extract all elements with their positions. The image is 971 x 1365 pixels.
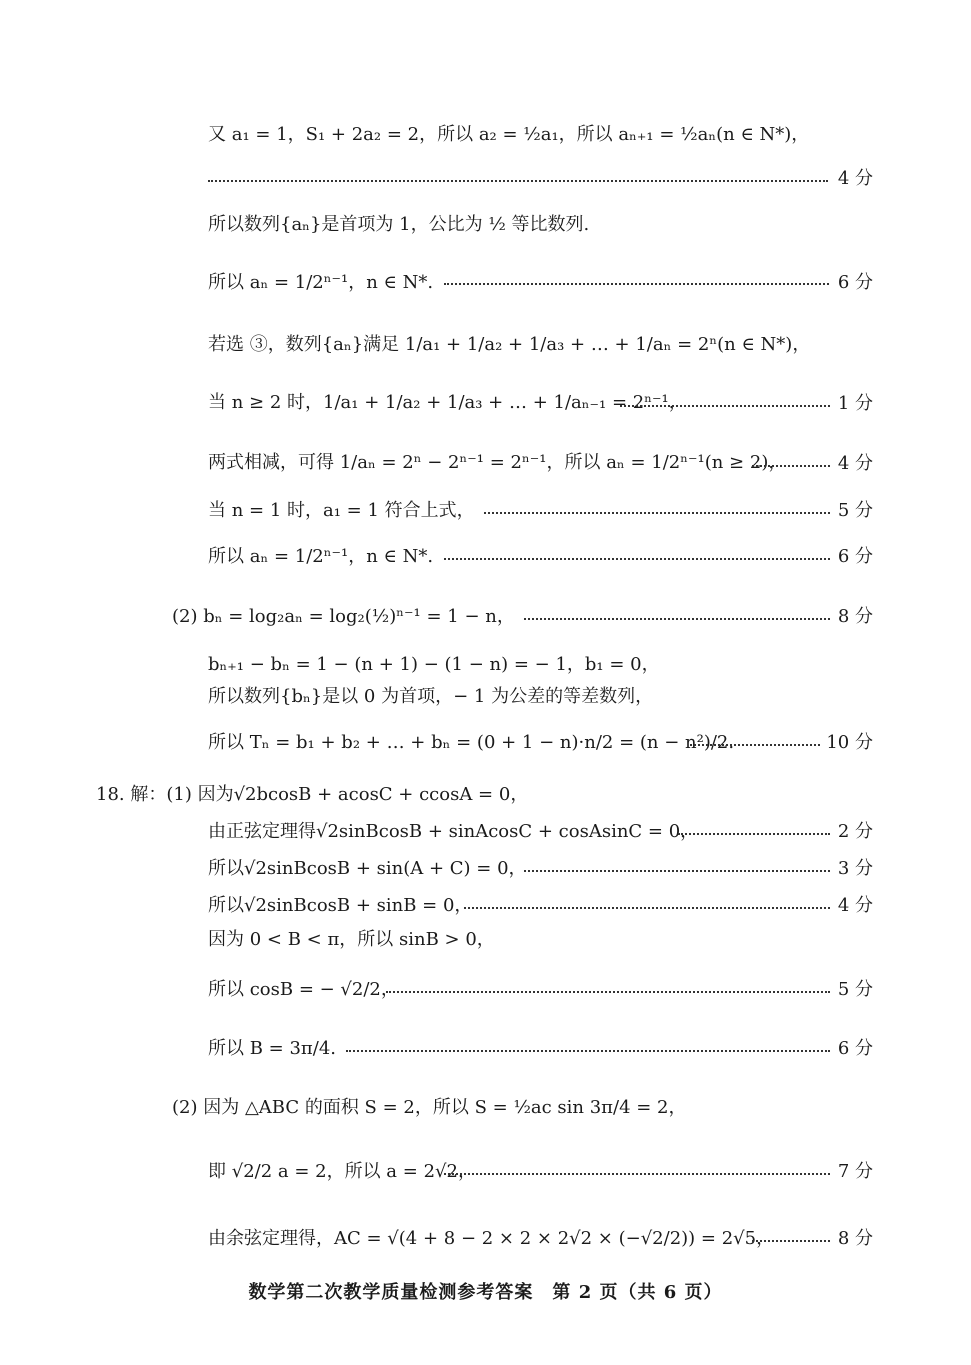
text-line: 即 √2/2 a = 2，所以 a = 2√2， [208,1161,476,1182]
score-label: 8 分 [837,606,873,627]
dotted-leader [208,180,828,182]
text-line: 由正弦定理得√2sinBcosB + sinAcosC + cosAsinC = 0， [208,821,699,842]
score-label: 4 分 [837,895,873,916]
text-line: 所以 aₙ = 1/2ⁿ⁻¹，n ∈ N*. [208,546,434,567]
text-line: bₙ₊₁ − bₙ = 1 − (n + 1) − (1 − n) = − 1，b₁ = 0， [208,654,660,675]
text-line: 所以√2sinBcosB + sinB = 0， [208,895,473,916]
score-label: 6 分 [837,272,873,293]
dotted-leader [444,283,829,285]
score-label: 5 分 [837,979,873,1000]
page-footer: 数学第二次教学质量检测参考答案 第 2 页（共 6 页） [248,1282,723,1303]
score-label: 2 分 [837,821,873,842]
dotted-leader [620,405,830,407]
text-line: 因为 0 < B < π，所以 sinB > 0， [208,929,495,950]
text-line: 又 a₁ = 1，S₁ + 2a₂ = 2，所以 a₂ = ½a₁，所以 aₙ₊₁ = ½aₙ(n ∈ N*)， [208,124,810,145]
dotted-leader [444,1173,830,1175]
score-label: 3 分 [837,858,873,879]
text-line: 所以 B = 3π/4. [208,1038,336,1059]
dotted-leader [752,465,830,467]
score-label: 4 分 [837,453,873,474]
dotted-leader [690,744,820,746]
dotted-leader [678,833,830,835]
dotted-leader [524,870,830,872]
text-line: 两式相减，可得 1/aₙ = 2ⁿ − 2ⁿ⁻¹ = 2ⁿ⁻¹，所以 aₙ = 1/2ⁿ⁻¹(n ≥ 2)， [208,452,787,473]
dotted-leader [484,512,830,514]
text-line: 当 n ≥ 2 时，1/a₁ + 1/a₂ + 1/a₃ + … + 1/aₙ₋₁ = 2ⁿ⁻¹， [208,392,687,413]
score-label: 1 分 [837,393,873,414]
text-line: (2) 因为 △ABC 的面积 S = 2，所以 S = ½ac sin 3π/4 = 2， [172,1097,687,1118]
text-line: 当 n = 1 时，a₁ = 1 符合上式， [208,500,475,521]
text-line: 由余弦定理得，AC = √(4 + 8 − 2 × 2 × 2√2 × (−√2/2)) = 2√5， [208,1228,775,1249]
text-line: 所以数列{aₙ}是首项为 1，公比为 ½ 等比数列. [208,214,590,235]
text-line: (2) bₙ = log₂aₙ = log₂(½)ⁿ⁻¹ = 1 − n， [172,606,515,627]
score-label: 10 分 [826,732,873,753]
dotted-leader [444,558,830,560]
score-label: 6 分 [837,1038,873,1059]
dotted-leader [752,1240,830,1242]
text-line: 所以数列{bₙ}是以 0 为首项，− 1 为公差的等差数列， [208,686,654,707]
text-line: 所以√2sinBcosB + sin(A + C) = 0， [208,858,527,879]
text-line: 18. 解：(1) 因为√2bcosB + acosC + ccosA = 0， [96,784,529,805]
dotted-leader [346,1050,830,1052]
score-label: 6 分 [837,546,873,567]
score-label: 8 分 [837,1228,873,1249]
text-line: 所以 cosB = − √2/2， [208,979,399,1000]
dotted-leader [464,907,830,909]
dotted-leader [524,618,830,620]
score-label: 7 分 [837,1161,873,1182]
dotted-leader [386,991,830,993]
text-line: 若选 ③，数列{aₙ}满足 1/a₁ + 1/a₂ + 1/a₃ + … + 1/aₙ = 2ⁿ(n ∈ N*)， [208,334,811,355]
text-line: 所以 Tₙ = b₁ + b₂ + … + bₙ = (0 + 1 − n)·n/2 = (n − n²)/2. [208,732,735,753]
text-line: 所以 aₙ = 1/2ⁿ⁻¹，n ∈ N*. [208,272,434,293]
score-label: 5 分 [837,500,873,521]
score-label: 4 分 [837,168,873,189]
